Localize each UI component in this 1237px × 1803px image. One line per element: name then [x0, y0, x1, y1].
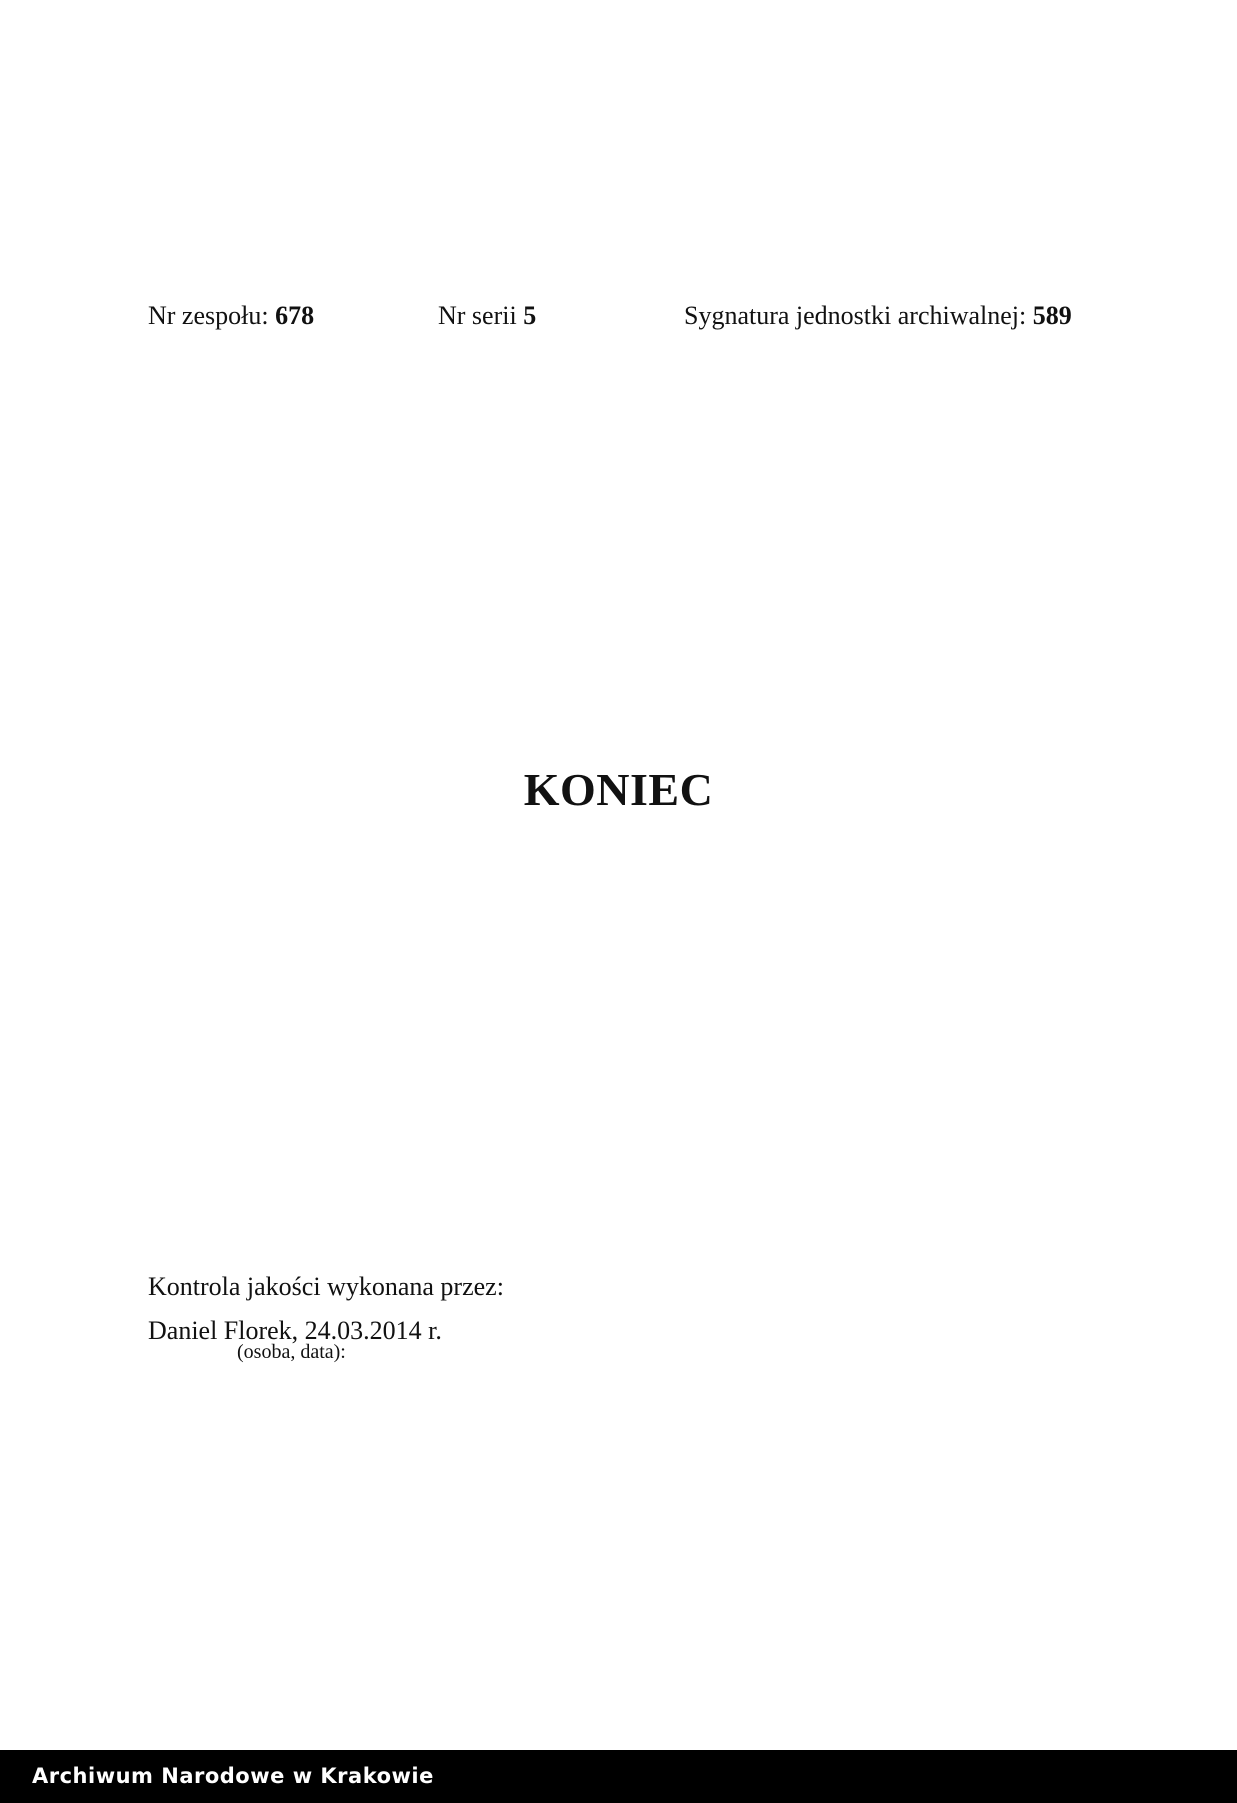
institution-name: Archiwum Narodowe w Krakowie [32, 1764, 434, 1788]
archival-signature [684, 296, 1072, 336]
quality-control-note: (osoba, data): [237, 1341, 346, 1363]
fonds-number [148, 296, 314, 336]
signature-value: 589 [1032, 301, 1072, 330]
page-title: KONIEC [523, 764, 714, 815]
series-value: 5 [523, 301, 537, 330]
document-header [0, 296, 1237, 336]
series-label: Nr serii [438, 301, 517, 330]
fonds-value: 678 [275, 301, 315, 330]
quality-control-block [148, 1268, 504, 1350]
quality-control-value: Daniel Florek, 24.03.2014 r. [148, 1316, 442, 1345]
signature-label: Sygnatura jednostki archiwalnej: [684, 301, 1027, 330]
quality-control-label: Kontrola jakości wykonana przez: [148, 1272, 504, 1301]
series-number [438, 296, 536, 336]
footer-bar [0, 1750, 1237, 1803]
fonds-label: Nr zespołu: [148, 301, 269, 330]
